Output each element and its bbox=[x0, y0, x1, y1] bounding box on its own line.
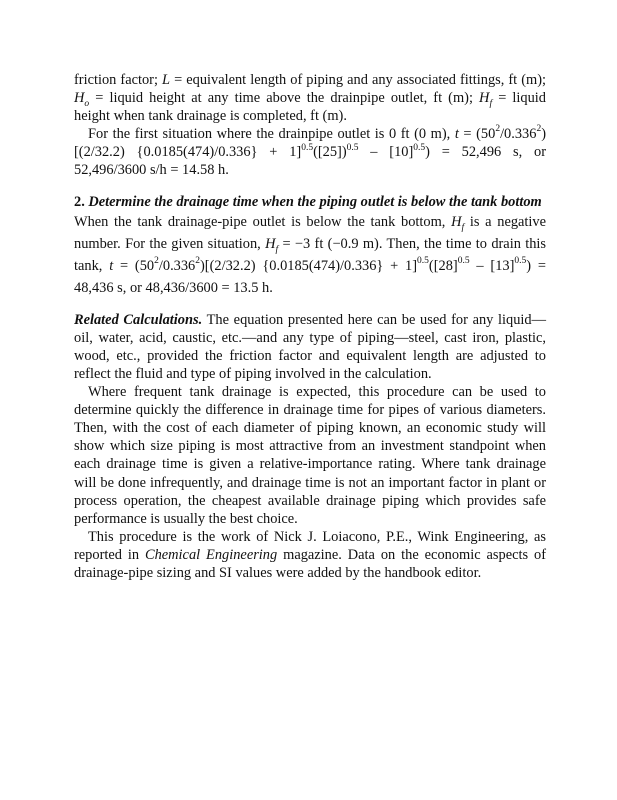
document-page bbox=[74, 71, 546, 582]
paragraph-frequent-drainage: Where frequent tank drainage is expected, this procedure can be used to determine quickly the difference in drainage time for pipes of various diameters. Then, with the cost of each diameter of piping known, an economic study will show which size piping is most attractive from an investment standpoint when each drainage time is given a relative-importance rating. Where tank drainage will be done infrequently, and drainage time is not an important factor in plant or process operation, the cheapest available drainage piping which provides safe performance is usually the best choice. bbox=[74, 384, 546, 527]
paragraph-variable-definitions bbox=[74, 71, 546, 125]
variable-l: L bbox=[162, 72, 171, 88]
paragraph-related-calculations: Related Calculations. The equation presented here can be used for any liquid—oil, water, acid, caustic, etc.—and any type of piping—steel, cast iron, plastic, wood, etc., provided the friction factor and equivalent length are adjusted to reflect the fluid and type of piping involved in the calculation. bbox=[74, 311, 546, 382]
text-run: = equivalent length of piping and any associated fittings, ft (m); bbox=[170, 72, 546, 88]
variable-hf: $H_f$ bbox=[451, 213, 465, 233]
paragraph-below-tank-bottom: When the tank drainage-pipe outlet is below the tank bottom, $H_f$ is a negative number. For the given situation, $H_f = -3$ ft (−0.9 m). Then, the time to drain this tank, $t = (50^2/0.336^2)[(2/32.2) \{0.0185(474)/0.336\} + 1]^{0.5}([28]^{0.5} - [13]^{0.5}) = 48,436$ s, or 48,436/3600 = 13.5 h. bbox=[74, 213, 546, 296]
section-title: Determine the drainage time when the piping outlet is below the tank bottom bbox=[88, 193, 542, 210]
text-run: = liquid height when tank drainage is completed, ft (m). bbox=[74, 90, 546, 125]
section-heading bbox=[74, 193, 546, 211]
paragraph-first-situation: For the first situation where the drainpipe outlet is 0 ft (0 m), $t = (50^2/0.336^2)[(2/32.2) \{0.0185(474)/0.336\} + 1]^{0.5}([25])^{0.5} - [10]^{0.5}) = 52,496$ s, or 52,496/3600 s/h = 14.58 h. bbox=[74, 124, 546, 179]
variable-ho: $H_o$ bbox=[74, 90, 90, 109]
variable-hf: $H_f$ bbox=[479, 90, 493, 109]
variable-t: t bbox=[454, 126, 459, 143]
variable-hf: $H_f$ bbox=[265, 235, 279, 255]
text-run: friction factor; bbox=[74, 72, 163, 88]
related-calculations-heading: Related Calculations. bbox=[74, 311, 203, 328]
variable-t: t bbox=[109, 257, 114, 274]
magazine-title: Chemical Engineering bbox=[144, 546, 278, 563]
paragraph-attribution: This procedure is the work of Nick J. Loiacono, P.E., Wink Engineering, as reported in Chemical Engineering magazine. Data on the economic aspects of drainage-pipe sizing and SI values were added by the handbook editor. bbox=[74, 528, 546, 581]
text-run: = liquid height at any time above the drainpipe outlet, ft (m); bbox=[89, 90, 480, 107]
section-number: 2. bbox=[74, 193, 89, 210]
